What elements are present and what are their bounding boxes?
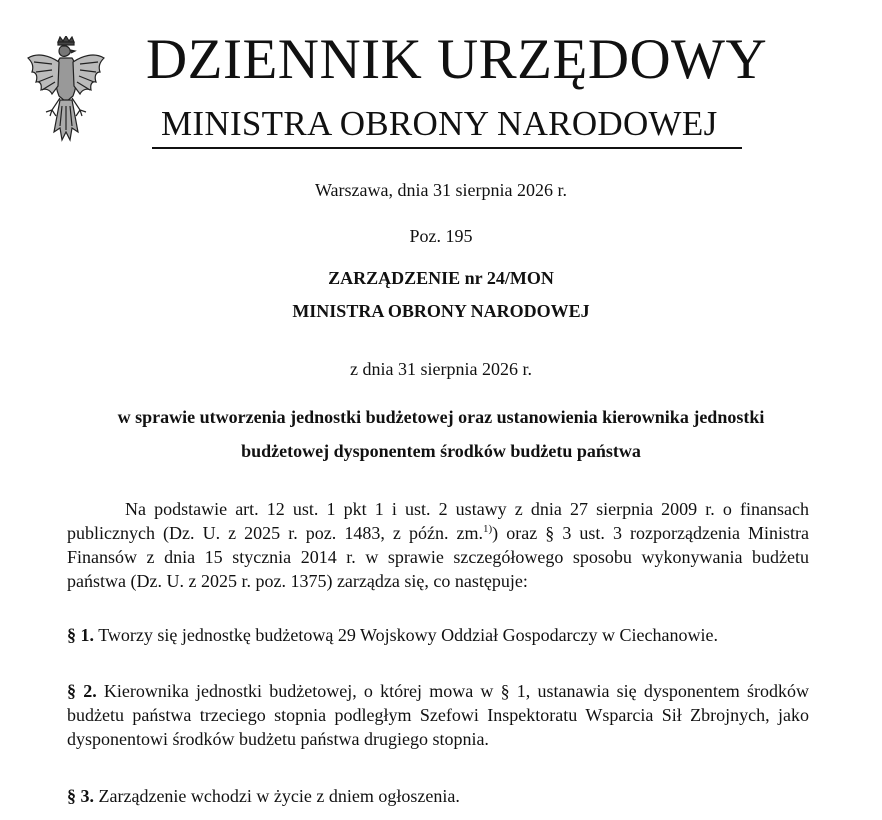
place-date: Warszawa, dnia 31 sierpnia 2026 r. [315,180,567,200]
act-type-number: ZARZĄDZENIE nr 24/MON [328,268,554,288]
legal-basis-text-1: Na podstawie art. 12 ust. 1 pkt 1 i ust. 2 ustawy z dnia 27 sierpnia 2009 r. o finansach publicznych (Dz. U. z 2025 r. poz. 1483, z późn. zm. [67,499,809,543]
polish-eagle-emblem-icon [22,36,110,144]
position-number: Poz. 195 [409,226,473,246]
act-issuer: MINISTRA OBRONY NARODOWEJ [292,301,590,321]
legal-basis-text-2: ) oraz § 3 ust. 3 rozporządzenia Ministra Finansów z dnia 15 stycznia 2014 r. w sprawie szczegółowego sposobu wykonywania budżetu państwa (Dz. U. z 2025 r. poz. 1375) zarządza się, co następuje: [67,523,809,591]
section-2 [67,679,809,751]
section-3 [67,784,809,808]
legal-basis-paragraph [67,497,809,593]
footnote-mark: 1) [483,523,493,535]
act-subject-line2: budżetowej dysponentem środków budżetu państwa [241,441,641,461]
section-text: Zarządzenie wchodzi w życie z dniem ogłoszenia. [98,786,460,806]
act-subject-line1: w sprawie utworzenia jednostki budżetowej oraz ustanowienia kierownika jednostki [117,407,765,427]
section-mark: § 3. [67,786,94,806]
masthead-divider [152,147,742,149]
section-mark: § 2. [67,681,97,701]
masthead-title: DZIENNIK URZĘDOWY [146,28,768,91]
section-text: Kierownika jednostki budżetowej, o której mowa w § 1, ustanawia się dysponentem środków budżetu państwa trzeciego stopnia podległym Szefowi Inspektoratu Wsparcia Sił Zbrojnych, jako dysponentowi środków budżetu państwa drugiego stopnia. [67,681,809,749]
section-1 [67,623,809,647]
section-text: Tworzy się jednostkę budżetową 29 Wojskowy Oddział Gospodarczy w Ciechanowie. [98,625,718,645]
masthead-subtitle: MINISTRA OBRONY NARODOWEJ [161,104,718,143]
act-date: z dnia 31 sierpnia 2026 r. [350,359,532,379]
section-mark: § 1. [67,625,94,645]
